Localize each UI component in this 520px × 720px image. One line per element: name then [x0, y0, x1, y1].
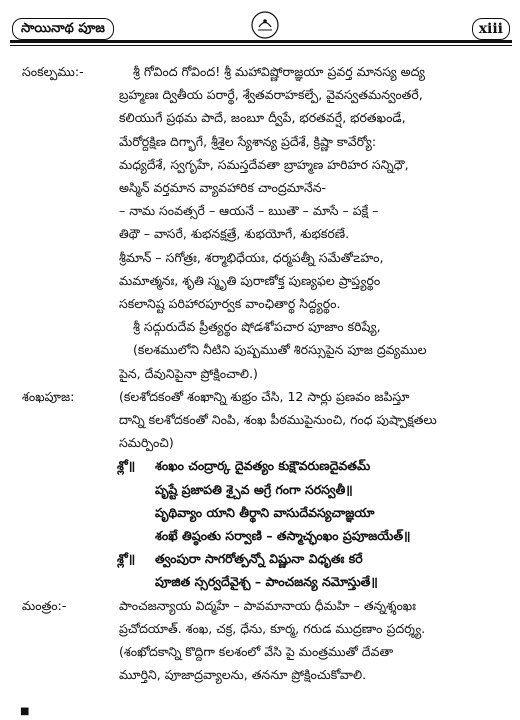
header-rule [10, 40, 512, 43]
sloka-line [119, 524, 512, 547]
sankalpam-line: పైన, దేవునిపైనా ప్రోక్షించాలి.) [119, 365, 258, 381]
sloka-text: త్వంపురా సాగరోత్పన్నో విష్ణునా విధృతః కరే [155, 551, 363, 567]
sankalpam-line: మేరోర్దక్షిణ దిగ్భాగే, శ్రీశైల స్యేశాన్య ప్రదేశే, క్రిష్ణా కావేర్యో: [119, 133, 377, 149]
sankalpam-line: శ్రీ సద్గురుదేవ ప్రీత్యర్థం షోడశోపచార పూజాం కరిష్యే, [133, 319, 381, 335]
sloka-line [119, 478, 512, 501]
om-emblem-icon [250, 10, 280, 40]
instruction-line: సమర్పించి) [119, 435, 174, 451]
sloka-text: పూజిత స్సర్వదేవైశ్చ – పాంచజన్య నమోస్తుతే॥ [155, 574, 378, 590]
sloka-text: పృథివ్యాం యాని తీర్థాని వాసుదేవస్యచాజ్ఞయా [155, 504, 375, 520]
sloka-text: శంఖం చంద్రార్క దైవత్యం కుక్షౌవరుణదైవతమ్ [155, 458, 371, 474]
page-body [22, 60, 512, 686]
bottom-dot: ■ [20, 706, 30, 717]
sankalpam-line: – నామ సంవత్సరే – ఆయనే – ఋతౌ – మాసే – పక్షే – [119, 203, 379, 219]
header-rule-thin [10, 45, 512, 46]
sloka-line [119, 547, 512, 570]
instruction-line: దాన్ని కలశోదకంతో నింపి, శంఖ పీఠముపైనుంచి, గంధ పుష్పాక్షతలు [119, 412, 437, 428]
shankha-puja-section [22, 385, 512, 594]
mantram-section [22, 594, 512, 687]
mantram-line: పాంచజన్యాయ విద్మహే – పావమానాయ ధీమహి – తన్నశ్శంఖః [119, 597, 416, 613]
sankalpam-label: సంకల్పము:- [22, 64, 84, 79]
mantram-line: ప్రచోదయాత్. శంఖ, చక్ర, ధేను, కూర్మ, గరుడ ముద్రణాం ప్రదర్శ్య. [119, 620, 426, 636]
running-title: సాయినాథ పూజ [12, 18, 114, 40]
sankalpam-line: శ్రీమాన్ – సగోత్రః, శర్మాభిధేయః, ధర్మపత్నీ సమేతో౽హం, [119, 249, 384, 265]
sankalpam-line: సకలానిష్ట పరిహారపూర్వక వాంఛితార్థ సిద్ధ్యర్థం. [119, 296, 341, 312]
mantram-label: మంత్రం:- [22, 597, 67, 613]
sloka-marker: శ్లో॥ [117, 551, 136, 567]
page-header [10, 10, 512, 54]
page-number: xiii [472, 18, 510, 40]
sankalpam-line: అస్మిన్ వర్తమాన వ్యావహారిక చాంద్రమానేన- [119, 180, 327, 196]
sankalpam-section [22, 60, 512, 385]
mantram-line: (శంఖోదకాన్ని కొద్దిగా కలశంలో వేసి పై మంత్రముతో దేవతా [119, 644, 394, 660]
sloka-marker: శ్లో॥ [117, 458, 136, 474]
sloka-text: పృష్టే ప్రజాపతి శ్చైవ అగ్రే గంగా సరస్వతీ॥ [155, 481, 353, 497]
shankha-puja-label: శంఖపూజ: [22, 388, 75, 404]
sankalpam-line: శ్రీ గోవింద గోవింద! శ్రీ మహావిష్ణోరాజ్ఞయా ప్రవర్త మానస్య అద్య [133, 64, 426, 79]
sloka-line [119, 454, 512, 477]
sankalpam-line: బ్రహ్మణః ద్వితీయ పరార్థే, శ్వేతవరాహకల్పే, వైవస్వతమన్వంతరే, [119, 87, 423, 103]
sloka-text: శంఖే తిష్ఠంతు సర్వాణి – తస్మాచ్ఛంఖం ప్రపూజయేత్॥ [155, 528, 411, 544]
sankalpam-line: కలియుగే ప్రథమ పాదే, జంబూ ద్వీపే, భరతవర్షే, భరతఖండే, [119, 110, 406, 126]
sankalpam-line: (కలశములోని నీటిని పుష్పముతో శిరస్సుపైన పూజ ద్రవ్యముల [133, 342, 427, 358]
sloka-line [119, 501, 512, 524]
instruction-line: (కలశోదకంతో శంఖాన్ని శుభ్రం చేసి, 12 సార్లు ప్రణవం జపిస్తూ [119, 388, 410, 404]
sloka-line [119, 570, 512, 593]
sankalpam-line: మమాత్మనః, శృతి స్మృతి పురాణోక్త పుణ్యఫల ప్రాప్త్యర్థం [119, 272, 381, 288]
mantram-line: మూర్తిని, పూజాద్రవ్యాలను, తననూ ప్రోక్షించుకోవాలి. [119, 667, 367, 683]
sankalpam-line: మధ్యదేశే, స్వగృహే, సమస్తదేవతా బ్రాహ్మణ హరిహర సన్నిధౌ, [119, 156, 409, 172]
sankalpam-line: తిథౌ – వాసరే, శుభనక్షత్రే, శుభయోగే, శుభకరణే. [119, 226, 350, 242]
